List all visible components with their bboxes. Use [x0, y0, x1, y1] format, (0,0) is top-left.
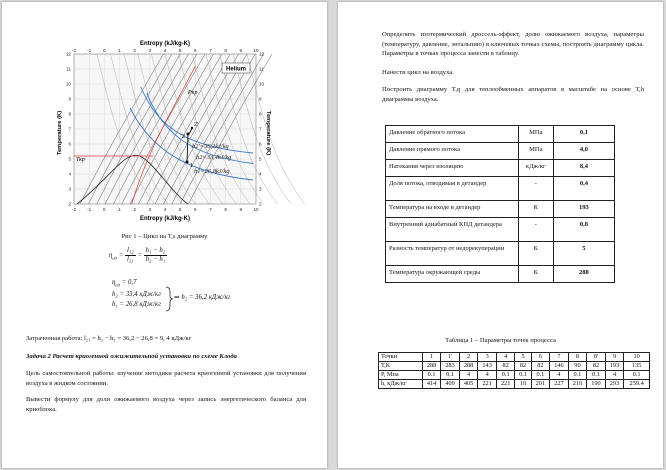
- param-unit: -: [518, 177, 553, 201]
- left-tick-label: 6: [68, 141, 71, 147]
- table-cell: 0.1: [422, 371, 441, 380]
- points-data-row: [379, 362, 650, 371]
- table-cell: 82: [531, 362, 550, 371]
- param-value: 5: [553, 242, 614, 266]
- pkr-label: Pкр: [188, 90, 198, 96]
- table-cell: 221: [478, 380, 497, 389]
- param-value: 0,8: [553, 218, 614, 242]
- right-page: [338, 2, 663, 468]
- work-line: Затраченная работа: l₂₁ = h₂ − h₁ = 36,2 − 26,8 = 9, 4 кДж/кг: [26, 335, 192, 342]
- bottom-tick-label: 0: [103, 207, 106, 212]
- right-tick-label: 11: [259, 66, 264, 72]
- left-tick-label: 3: [68, 186, 71, 192]
- left-para-2: Вывести формулу для доли ожижаемого воздуха через запись энергетического баланса для криоблока.: [26, 396, 306, 413]
- left-tick-label: 8: [68, 111, 71, 117]
- table-cell: 8': [587, 353, 606, 362]
- param-row: [386, 126, 615, 143]
- table-cell: 7: [550, 353, 569, 362]
- top-tick-label: 4: [163, 48, 167, 53]
- left-tick-label: 10: [65, 81, 71, 87]
- table-cell: 143: [478, 362, 497, 371]
- right-tick-label: 8: [259, 111, 262, 117]
- fraction-2-num: h₁ − h₂: [145, 247, 166, 254]
- table-cell: 82: [587, 362, 606, 371]
- point-1: [186, 161, 189, 164]
- points-data-row: [379, 380, 650, 389]
- table-cell: 288: [459, 362, 478, 371]
- helium-badge-text: Helium: [225, 66, 247, 73]
- left-tick-label: 9: [68, 96, 71, 102]
- param-unit: МПа: [518, 143, 553, 160]
- param-row: [386, 266, 615, 283]
- left-tick-label: 7: [68, 126, 71, 132]
- param-name: Доля потока, отводимая в детандер: [386, 177, 519, 201]
- table-cell: 0.1: [624, 371, 650, 380]
- param-row: [386, 160, 615, 177]
- table-cell: 0.1: [568, 371, 587, 380]
- bottom-tick-label: 6: [194, 207, 197, 212]
- table-cell: 5: [515, 353, 531, 362]
- top-tick-label: -2: [71, 48, 77, 53]
- fraction-2: [144, 247, 168, 264]
- point-2-label: 2: [182, 134, 185, 140]
- left-tick-label: 2: [68, 201, 71, 207]
- left-axis-label: Temperature (K): [57, 110, 63, 156]
- fraction-1-den: l₂₁: [127, 256, 134, 263]
- left-tick-label: 5: [68, 156, 71, 162]
- table-cell: 201: [531, 380, 550, 389]
- bottom-tick-label: 5: [178, 207, 182, 212]
- param-name: Внутренний адиабатный КПД детандера: [386, 218, 519, 242]
- top-tick-label: 3: [148, 48, 152, 53]
- row-header-cell: Т,К: [379, 362, 423, 371]
- table-cell: 3: [478, 353, 497, 362]
- given-line-1: [112, 278, 161, 290]
- top-tick-label: 2: [133, 48, 136, 53]
- table-cell: 0.1: [587, 371, 606, 380]
- top-tick-label: 8: [224, 48, 227, 53]
- param-value: 0,4: [553, 177, 614, 201]
- right-tick-label: 6: [259, 141, 262, 147]
- table-cell: 10: [515, 380, 531, 389]
- right-tick-label: 4: [259, 171, 262, 177]
- left-tick-label: 11: [66, 66, 71, 72]
- table-cell: 221: [496, 380, 515, 389]
- left-tick-label: 4: [68, 171, 71, 177]
- given-eta-sub: ад: [115, 282, 120, 288]
- given-line-2: h₂ = 33,4 кДж/кг: [112, 291, 161, 299]
- param-row: [386, 242, 615, 266]
- ts-diagram-svg: [56, 38, 270, 222]
- table-cell: 1': [441, 353, 460, 362]
- table-cell: 0.1: [515, 371, 531, 380]
- fraction-1-num: l₁₂: [127, 247, 134, 254]
- param-value: 8,4: [553, 160, 614, 177]
- formula-efficiency: [109, 247, 167, 264]
- table-cell: 193: [605, 362, 624, 371]
- right-tick-label: 3: [259, 186, 262, 192]
- h1-label: h1=26,8kJ/kg: [194, 168, 230, 175]
- top-tick-label: 7: [209, 48, 212, 53]
- right-tick-label: 10: [259, 81, 265, 87]
- right-tick-label: 7: [259, 126, 262, 132]
- param-name: Давление прямого потока: [386, 143, 519, 160]
- param-value: 0,1: [553, 126, 614, 143]
- table-cell: 1: [422, 353, 441, 362]
- table-cell: 210: [568, 380, 587, 389]
- task-heading: Задача 2 Расчет криогенной ожижительной установки по схеме Клода: [26, 353, 237, 360]
- top-tick-label: 10: [253, 48, 259, 53]
- row-header-cell: Точки: [379, 353, 423, 362]
- given-eta-value: = 0,7: [120, 279, 137, 286]
- bottom-tick-label: 10: [253, 207, 259, 212]
- parameters-table: [385, 125, 615, 283]
- ts-diagram-figure: [56, 38, 270, 222]
- right-para-3: Построить диаграмму T,q для теплообменных аппаратов в масштабе на основе T,h диаграммы воздуха.: [382, 86, 644, 103]
- table-cell: 6: [531, 353, 550, 362]
- param-name: Температура на входе в детандер: [386, 201, 519, 218]
- point-1-label: 1: [190, 163, 193, 169]
- tkr-label: Ткр: [76, 157, 85, 163]
- row-header-cell: Р, Мпа: [379, 371, 423, 380]
- given-block: [112, 278, 161, 310]
- param-unit: К: [518, 242, 553, 266]
- table-cell: 409: [441, 380, 460, 389]
- table-cell: 4: [550, 371, 569, 380]
- table-cell: 190: [587, 380, 606, 389]
- right-axis-label: Temperature (K): [265, 110, 271, 156]
- bottom-tick-label: -2: [71, 207, 77, 212]
- table1-caption: Таблица 1 – Параметры точек процесса: [445, 337, 556, 344]
- param-unit: -: [518, 218, 553, 242]
- table-cell: 227: [550, 380, 569, 389]
- given-eta: η: [112, 279, 116, 286]
- right-para-1: Определить изотермический дроссель-эффект, долю ожижаемого воздуха, параметры (температуру, давление, энтальпию) в ключевых точках схемы, построить диаграмму цикла. Параметры в точках процесса занести в таблицу.: [382, 31, 644, 58]
- figure-caption: Рис 1 – Цикл на T,s диаграмму: [121, 233, 208, 240]
- left-tick-label: 12: [65, 51, 71, 57]
- formula-lhs: η: [109, 252, 113, 260]
- param-name: Температура окружающей среды: [386, 266, 519, 283]
- table-cell: 0.1: [531, 371, 550, 380]
- top-tick-label: 6: [194, 48, 197, 53]
- param-row: [386, 201, 615, 218]
- top-tick-label: 0: [103, 48, 106, 53]
- brace-icon: [164, 286, 174, 312]
- table-cell: 146: [550, 362, 569, 371]
- point-2p-label: 2': [194, 122, 199, 128]
- table-cell: 9: [605, 353, 624, 362]
- table-cell: 2: [459, 353, 478, 362]
- param-row: [386, 177, 615, 201]
- right-tick-label: 9: [259, 96, 262, 102]
- table-cell: 135: [624, 362, 650, 371]
- points-header-row: [379, 353, 650, 362]
- top-tick-label: 9: [239, 48, 243, 53]
- top-tick-label: 5: [178, 48, 182, 53]
- point-2p: [191, 127, 193, 129]
- bottom-tick-label: 9: [239, 207, 243, 212]
- param-value: 288: [553, 266, 614, 283]
- table-cell: 293: [605, 380, 624, 389]
- param-unit: К: [518, 201, 553, 218]
- param-name: Натекания через изоляцию: [386, 160, 519, 177]
- bottom-tick-label: 7: [209, 207, 212, 212]
- right-tick-label: 12: [259, 51, 265, 57]
- table-cell: 405: [459, 380, 478, 389]
- table-cell: 4: [478, 371, 497, 380]
- right-tick-label: 5: [259, 156, 262, 162]
- param-value: 4,0: [553, 143, 614, 160]
- table-cell: 0.1: [441, 371, 460, 380]
- bottom-tick-label: 8: [224, 207, 227, 212]
- param-value: 193: [553, 201, 614, 218]
- fraction-1: [125, 247, 136, 264]
- param-name: Разность температур от недорекуперации: [386, 242, 519, 266]
- left-para-1: Цель самостоятельной работы: изучение методики расчета криогенной установки для получения воздуха в жидком состоянии.: [26, 370, 306, 387]
- right-tick-label: 2: [259, 201, 262, 207]
- table-cell: 82: [515, 362, 531, 371]
- table-cell: 4: [459, 371, 478, 380]
- table-cell: 283: [441, 362, 460, 371]
- param-row: [386, 143, 615, 160]
- table-cell: 0.1: [496, 371, 515, 380]
- param-unit: кДж/кг: [518, 160, 553, 177]
- table-cell: 8: [568, 353, 587, 362]
- param-unit: МПа: [518, 126, 553, 143]
- top-tick-label: -1: [87, 48, 92, 53]
- param-name: Давление обратного потока: [386, 126, 519, 143]
- table-cell: 288: [422, 362, 441, 371]
- bottom-tick-label: -1: [87, 207, 92, 212]
- left-page: [2, 2, 327, 468]
- table-cell: 4: [605, 371, 624, 380]
- bottom-axis-label: Entropy (kJ/kg-K): [139, 216, 191, 222]
- point-2: [187, 133, 190, 136]
- points-data-row: [379, 371, 650, 380]
- points-table: [378, 352, 650, 389]
- table-cell: 414: [422, 380, 441, 389]
- formula-eq-2: =: [137, 252, 144, 260]
- row-header-cell: h, кДж/кг: [379, 380, 423, 389]
- param-row: [386, 218, 615, 242]
- top-tick-label: 1: [118, 48, 121, 53]
- fraction-2-den: h₂ − h₁: [145, 256, 166, 263]
- h2-label: h2=33,4kJ/kg: [196, 154, 232, 161]
- table-cell: 259.4: [624, 380, 650, 389]
- h2p-label: h2'=36,2kJ/kg: [192, 143, 229, 150]
- bottom-tick-label: 2: [133, 207, 136, 212]
- top-axis-label: Entropy (kJ/kg-K): [139, 41, 191, 47]
- table-cell: 4: [496, 353, 515, 362]
- bottom-tick-label: 1: [118, 207, 121, 212]
- bottom-tick-label: 4: [163, 207, 167, 212]
- table-cell: 10: [624, 353, 650, 362]
- bottom-tick-label: 3: [148, 207, 152, 212]
- given-line-3: h₁ = 26,8 кДж/кг: [112, 301, 161, 309]
- formula-eq: =: [117, 252, 125, 260]
- given-result: ⇒ h₂ = 36,2 кДж/кг: [174, 294, 231, 301]
- right-para-2: Нанести цикл на воздуха.: [382, 69, 454, 76]
- table-cell: 90: [568, 362, 587, 371]
- table-cell: 82: [496, 362, 515, 371]
- formula-lhs-sub: ад: [112, 255, 117, 261]
- param-unit: К: [518, 266, 553, 283]
